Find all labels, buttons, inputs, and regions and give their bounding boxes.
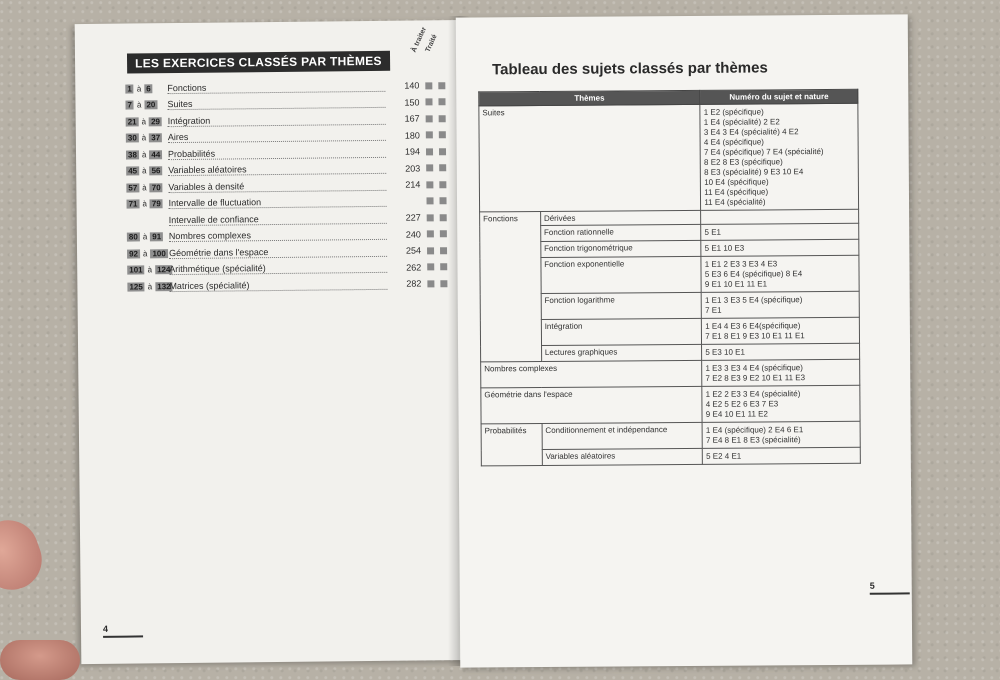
exercise-page: 180 (390, 130, 420, 140)
col-head-a-traiter: À traiter (411, 26, 428, 53)
exercise-range (127, 265, 169, 274)
theme-label: Géométrie dans l'espace (481, 386, 703, 424)
subject-line: 9 E1 10 E1 11 E1 (705, 279, 856, 289)
subject-numbers (701, 209, 859, 224)
range-separator: à (142, 133, 147, 142)
theme-label: Fonctions (480, 211, 542, 361)
checkbox-traite[interactable] (438, 82, 445, 89)
subject-line: 1 E1 3 E3 5 E4 (spécifique) (705, 295, 856, 305)
range-to: 29 (149, 117, 162, 126)
exercise-row (126, 128, 446, 145)
exercise-range (126, 133, 168, 142)
checkbox-traite[interactable] (440, 263, 447, 270)
subject-line: 3 E4 3 E4 (spécialité) 4 E2 (704, 127, 855, 137)
range-from: 7 (125, 100, 134, 109)
subject-line: 1 E2 2 E3 3 E4 (spécialité) (706, 389, 857, 399)
range-separator: à (142, 199, 147, 208)
checkbox-traite[interactable] (440, 247, 447, 254)
exercise-page: 240 (391, 229, 421, 239)
range-separator: à (142, 150, 147, 159)
exercise-label: Matrices (spécialité) (169, 278, 387, 291)
subject-line: 4 E2 5 E2 6 E3 7 E3 (706, 399, 857, 409)
subject-line: 7 E1 (705, 305, 856, 315)
checkbox-a-traiter[interactable] (427, 280, 434, 287)
left-page-number: 4 (103, 623, 143, 637)
checkbox-a-traiter[interactable] (427, 247, 434, 254)
checkbox-traite[interactable] (439, 115, 446, 122)
exercise-row (127, 227, 447, 244)
range-to: 44 (149, 150, 162, 159)
checkbox-traite[interactable] (440, 280, 447, 287)
exercise-label: Géométrie dans l'espace (169, 245, 387, 258)
exercise-label: Intervalle de fluctuation (168, 196, 386, 209)
exercise-row (126, 177, 446, 194)
subject-line: 1 E4 (spécialité) 2 E2 (704, 117, 855, 127)
theme-label: Fonction rationnelle (540, 224, 701, 241)
checkbox-a-traiter[interactable] (427, 214, 434, 221)
checkbox-traite[interactable] (440, 230, 447, 237)
subject-numbers (702, 317, 860, 344)
exercise-label: Intervalle de confiance (169, 212, 387, 225)
exercise-page: 214 (390, 179, 420, 189)
subject-line: 10 E4 (spécifique) (704, 177, 855, 187)
range-separator: à (137, 84, 142, 93)
checkbox-a-traiter[interactable] (426, 131, 433, 138)
exercise-row (127, 243, 447, 260)
checkbox-a-traiter[interactable] (426, 115, 433, 122)
finger (0, 512, 50, 598)
finger-lower (0, 640, 80, 680)
exercise-label: Intégration (168, 113, 386, 126)
checkbox-traite[interactable] (438, 98, 445, 105)
range-from: 92 (127, 249, 140, 258)
range-from: 125 (127, 282, 144, 291)
range-to: 20 (144, 100, 157, 109)
subject-line: 8 E2 8 E3 (spécifique) (704, 157, 855, 167)
exercise-row (126, 194, 446, 211)
exercise-range (127, 249, 169, 258)
range-separator: à (142, 183, 147, 192)
subject-numbers (701, 255, 859, 292)
exercise-label: Fonctions (167, 80, 385, 93)
exercise-page: 262 (391, 262, 421, 272)
range-separator: à (137, 100, 142, 109)
range-to: 132 (155, 282, 172, 291)
checkbox-traite[interactable] (439, 131, 446, 138)
range-from: 101 (127, 265, 144, 274)
exercise-label: Nombres complexes (169, 229, 387, 242)
checkbox-traite[interactable] (439, 197, 446, 204)
exercise-page: 203 (390, 163, 420, 173)
theme-label: Suites (479, 104, 701, 212)
col-head-traite: Traité (425, 33, 439, 53)
subject-numbers (700, 103, 858, 210)
subject-numbers (703, 447, 861, 464)
subject-line: 5 E1 10 E3 (705, 243, 856, 253)
exercise-page: 150 (389, 97, 419, 107)
checkbox-a-traiter[interactable] (425, 98, 432, 105)
exercise-row (125, 95, 445, 112)
left-page (75, 20, 480, 664)
exercise-row (126, 144, 446, 161)
left-page-title: LES EXERCICES CLASSÉS PAR THÈMES (127, 51, 390, 74)
table-row (481, 359, 860, 388)
exercise-range (125, 100, 167, 109)
subject-line: 11 E4 (spécifique) (704, 187, 855, 197)
theme-label: Fonction trigonométrique (541, 240, 702, 257)
range-separator: à (148, 265, 153, 274)
range-from: 30 (126, 133, 139, 142)
checkbox-traite[interactable] (439, 164, 446, 171)
exercise-page: 282 (391, 278, 421, 288)
table-row (481, 385, 860, 424)
theme-label: Fonction logarithme (541, 292, 702, 319)
table-row (481, 421, 860, 450)
range-to: 56 (150, 166, 163, 175)
theme-label: Intégration (541, 318, 702, 345)
exercise-label: Probabilités (168, 146, 386, 159)
subject-numbers (702, 343, 860, 360)
theme-label: Variables aléatoires (542, 448, 703, 465)
range-separator: à (143, 232, 148, 241)
right-page-title: Tableau des sujets classés par thèmes (492, 59, 768, 78)
checkbox-a-traiter[interactable] (426, 197, 433, 204)
subject-line: 11 E4 (spécialité) (704, 197, 855, 207)
subject-line: 7 E4 8 E1 8 E3 (spécialité) (706, 435, 857, 445)
exercise-page: 167 (390, 113, 420, 123)
exercise-range (126, 166, 168, 175)
subject-line: 9 E4 10 E1 11 E2 (706, 409, 857, 419)
subject-line: 1 E4 (spécifique) 2 E4 6 E1 (706, 425, 857, 435)
range-to: 70 (150, 183, 163, 192)
checkbox-a-traiter[interactable] (426, 164, 433, 171)
exercise-range (126, 183, 168, 192)
range-from: 1 (125, 84, 134, 93)
right-page-number: 5 (870, 580, 910, 594)
header-themes: Thèmes (479, 90, 700, 106)
range-to: 124 (155, 265, 172, 274)
subject-numbers (702, 359, 860, 386)
checkbox-traite[interactable] (440, 214, 447, 221)
exercise-page: 140 (389, 80, 419, 90)
range-from: 45 (126, 166, 139, 175)
checkbox-traite[interactable] (439, 148, 446, 155)
range-to: 79 (150, 199, 163, 208)
checkbox-a-traiter[interactable] (426, 181, 433, 188)
subject-line: 1 E2 (spécifique) (704, 107, 855, 117)
subject-line: 1 E4 4 E3 6 E4(spécifique) (705, 321, 856, 331)
subject-line: 7 E2 8 E3 9 E2 10 E1 11 E3 (706, 373, 857, 383)
exercise-label: Arithmétique (spécialité) (169, 262, 387, 275)
exercise-row (126, 161, 446, 178)
exercise-range (125, 84, 167, 93)
checkbox-a-traiter[interactable] (427, 263, 434, 270)
subject-numbers (701, 239, 859, 256)
exercise-label: Aires (168, 130, 386, 143)
subject-numbers (701, 291, 859, 318)
theme-label: Conditionnement et indépendance (542, 422, 703, 449)
range-to: 91 (150, 232, 163, 241)
range-to: 37 (149, 133, 162, 142)
header-numero: Numéro du sujet et nature (700, 89, 858, 104)
subject-line: 5 E1 (704, 227, 855, 237)
subject-numbers (702, 385, 860, 422)
range-from: 71 (127, 199, 140, 208)
range-from: 38 (126, 150, 139, 159)
range-from: 21 (126, 117, 139, 126)
exercise-range (127, 199, 169, 208)
exercise-label: Variables à densité (168, 179, 386, 192)
exercise-row (127, 276, 447, 293)
exercise-row (127, 210, 447, 227)
subject-numbers (702, 421, 860, 448)
exercise-range (126, 117, 168, 126)
range-separator: à (142, 166, 147, 175)
subject-line (704, 213, 855, 214)
subjects-table (478, 89, 861, 467)
checkbox-a-traiter[interactable] (427, 230, 434, 237)
theme-label: Dérivées (540, 210, 701, 225)
exercise-page: 194 (390, 146, 420, 156)
subject-line: 5 E2 4 E1 (706, 451, 857, 461)
range-separator: à (148, 282, 153, 291)
checkbox-traite[interactable] (439, 181, 446, 188)
subject-line: 5 E3 6 E4 (spécifique) 8 E4 (705, 269, 856, 279)
exercise-page: 227 (391, 212, 421, 222)
theme-label: Lectures graphiques (541, 344, 702, 361)
range-to: 6 (144, 84, 153, 93)
range-from: 57 (126, 183, 139, 192)
subject-line: 5 E3 10 E1 (705, 347, 856, 357)
subject-line: 8 E3 (spécialité) 9 E3 10 E4 (704, 167, 855, 177)
checkbox-a-traiter[interactable] (426, 148, 433, 155)
range-separator: à (142, 117, 147, 126)
subject-line: 4 E4 (spécifique) (704, 137, 855, 147)
exercise-label: Variables aléatoires (168, 163, 386, 176)
exercise-page: 254 (391, 245, 421, 255)
exercise-range (127, 232, 169, 241)
exercise-row (126, 111, 446, 128)
theme-label: Fonction exponentielle (541, 256, 702, 293)
exercise-label: Suites (167, 97, 385, 110)
subject-line: 7 E4 (spécifique) 7 E4 (spécialité) (704, 147, 855, 157)
subject-numbers (701, 223, 859, 240)
exercise-range (127, 282, 169, 291)
subject-line: 7 E1 8 E1 9 E3 10 E1 11 E1 (705, 331, 856, 341)
exercise-range (126, 150, 168, 159)
checkbox-a-traiter[interactable] (425, 82, 432, 89)
theme-label: Probabilités (481, 423, 542, 465)
theme-label: Nombres complexes (481, 360, 702, 388)
table-row (479, 103, 859, 212)
range-separator: à (143, 249, 148, 258)
right-page (456, 14, 913, 667)
subject-line: 1 E1 2 E3 3 E3 4 E3 (705, 259, 856, 269)
exercise-row (127, 260, 447, 277)
range-to: 100 (150, 249, 167, 258)
subject-line: 1 E3 3 E3 4 E4 (spécifique) (705, 363, 856, 373)
exercise-row (125, 78, 445, 95)
range-from: 80 (127, 232, 140, 241)
